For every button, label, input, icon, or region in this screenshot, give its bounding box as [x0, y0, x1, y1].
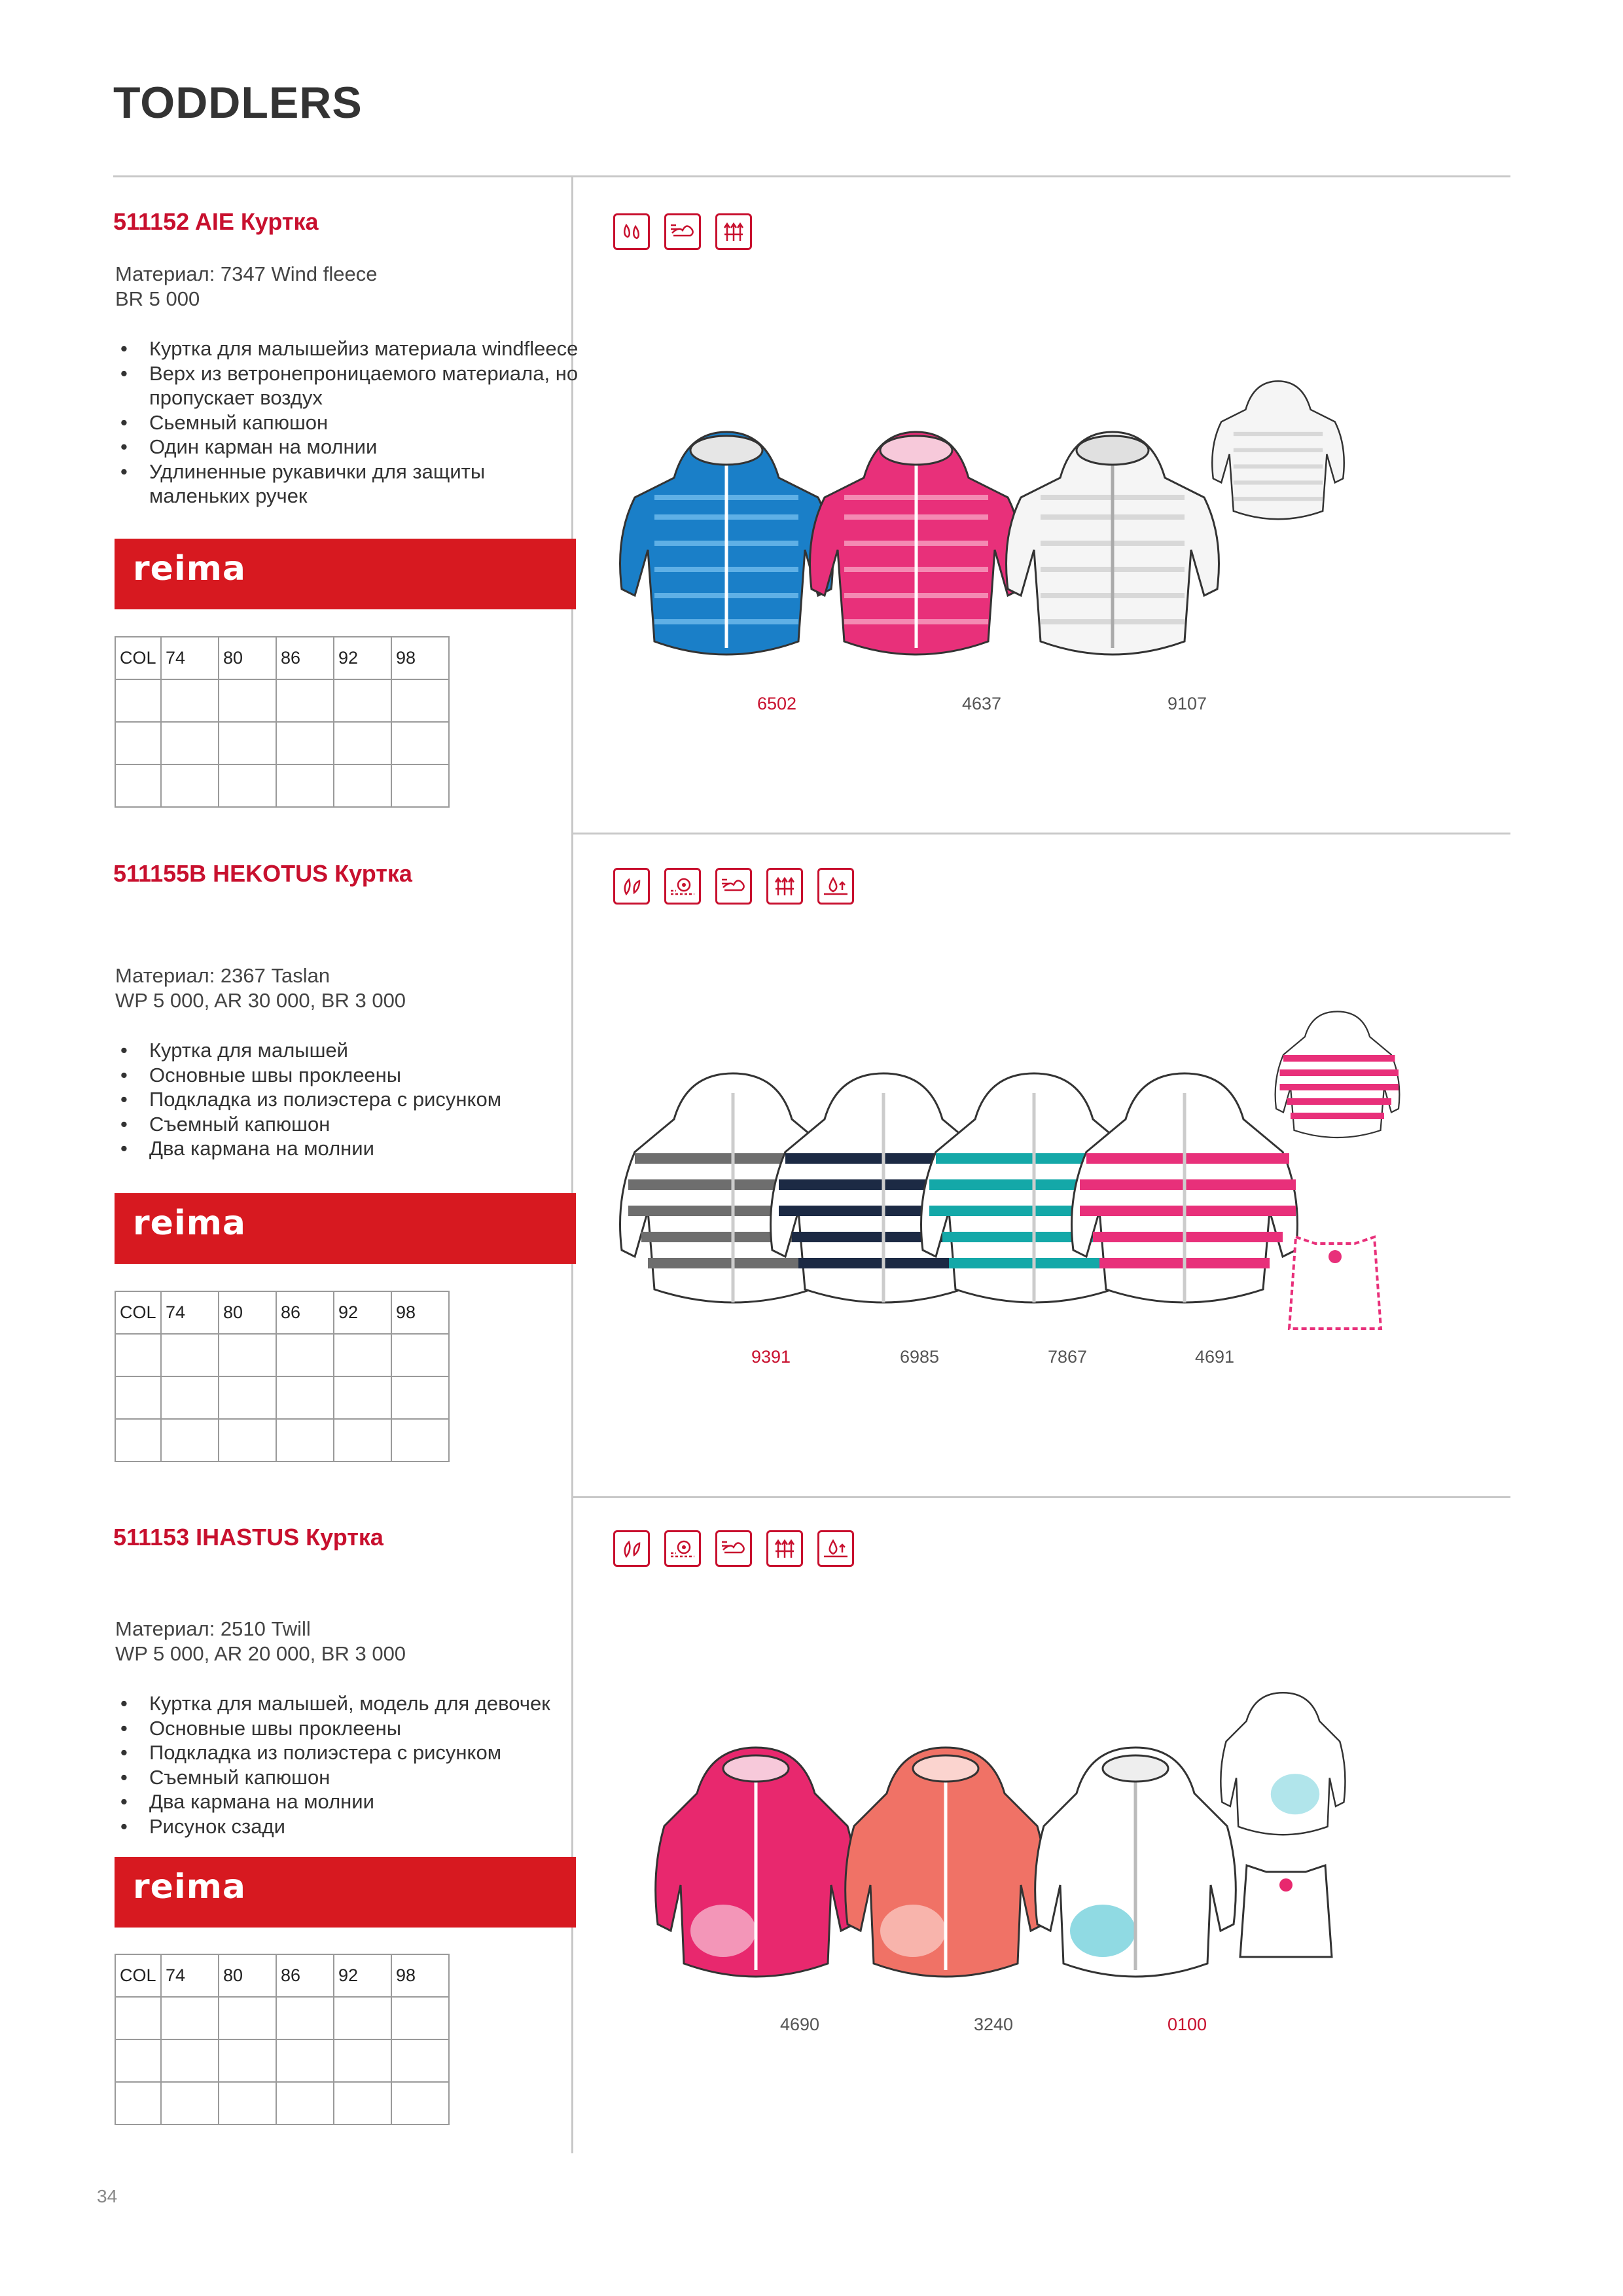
- table-row: [115, 679, 449, 722]
- jacket-6502: [620, 432, 833, 655]
- jacket-back-view: [1221, 1693, 1345, 1835]
- jacket-back-view: [1212, 381, 1344, 519]
- table-cell[interactable]: [391, 1419, 449, 1462]
- jacket-4690: [656, 1748, 857, 1977]
- table-header-cell: 74: [161, 1291, 219, 1334]
- table-cell[interactable]: [219, 1997, 276, 2039]
- list-item: • Основные швы проклеены: [115, 1716, 586, 1741]
- material-line: Материал: 7347 Wind fleece: [115, 262, 378, 285]
- table-cell[interactable]: [115, 1419, 161, 1462]
- jacket-illustrations: [645, 1689, 1351, 1977]
- table-cell[interactable]: [115, 2082, 161, 2125]
- material-line: Материал: 2367 Taslan: [115, 964, 330, 987]
- table-cell[interactable]: [161, 1376, 219, 1419]
- table-cell[interactable]: [115, 2039, 161, 2082]
- table-cell[interactable]: [391, 722, 449, 764]
- material-line: Материал: 2510 Twill: [115, 1617, 311, 1640]
- leaves-icon: [613, 1530, 650, 1567]
- table-cell[interactable]: [276, 2039, 334, 2082]
- table-cell[interactable]: [161, 1419, 219, 1462]
- table-cell[interactable]: [276, 679, 334, 722]
- table-header-row: [115, 1291, 449, 1334]
- table-cell[interactable]: [334, 1376, 391, 1419]
- table-cell[interactable]: [115, 1997, 161, 2039]
- brand-logo: reima: [133, 1867, 247, 1907]
- table-header-cell: 98: [391, 1291, 449, 1334]
- table-cell[interactable]: [161, 2082, 219, 2125]
- table-cell[interactable]: [334, 1419, 391, 1462]
- color-code: 6502: [757, 694, 797, 713]
- divider: [573, 833, 1510, 834]
- feature-icons: [613, 213, 752, 250]
- breathable-icon: [766, 1530, 803, 1567]
- wind-icon: [715, 868, 752, 905]
- table-cell[interactable]: [391, 764, 449, 807]
- table-header-cell: 98: [391, 637, 449, 679]
- breathable-icon: [715, 213, 752, 250]
- table-header-cell: 80: [219, 637, 276, 679]
- table-cell[interactable]: [334, 2082, 391, 2125]
- table-row: [115, 2039, 449, 2082]
- jacket-9107: [1007, 432, 1219, 655]
- brand-banner: [115, 1193, 576, 1264]
- table-cell[interactable]: [161, 2039, 219, 2082]
- color-code: 3240: [974, 2015, 1014, 2034]
- membrane-line: WP 5 000, AR 30 000, BR 3 000: [115, 989, 406, 1012]
- table-cell[interactable]: [334, 722, 391, 764]
- jacket-illustrations: [628, 419, 1309, 668]
- jacket-0100: [1035, 1748, 1236, 1977]
- table-header-cell: 86: [276, 1291, 334, 1334]
- waterproof-icon: [817, 868, 854, 905]
- size-table: [115, 636, 450, 808]
- feature-list: [115, 1038, 586, 1161]
- leaves-icon: [613, 868, 650, 905]
- feature-icons: [613, 1530, 854, 1567]
- table-cell[interactable]: [161, 1334, 219, 1376]
- table-row: [115, 1376, 449, 1419]
- table-cell[interactable]: [219, 2039, 276, 2082]
- table-header-row: [115, 1954, 449, 1997]
- table-cell[interactable]: [161, 679, 219, 722]
- table-row: [115, 764, 449, 807]
- table-cell[interactable]: [219, 1419, 276, 1462]
- jacket-back-view: [1275, 1012, 1400, 1138]
- table-cell[interactable]: [391, 1334, 449, 1376]
- jacket-illustrations: [622, 1067, 1329, 1348]
- table-header-cell: 98: [391, 1954, 449, 1997]
- table-row: [115, 1997, 449, 2039]
- table-cell[interactable]: [276, 722, 334, 764]
- waterproof-icon: [817, 1530, 854, 1567]
- list-item: • Удлиненные рукавички для защиты маленьких ручек: [115, 459, 586, 509]
- breathable-icon: [766, 868, 803, 905]
- divider: [573, 1496, 1510, 1498]
- jacket-lining-view: [1289, 1237, 1381, 1329]
- color-code: 4690: [780, 2015, 820, 2034]
- table-cell[interactable]: [334, 1997, 391, 2039]
- sealed-seams-icon: [664, 868, 701, 905]
- table-cell[interactable]: [219, 1334, 276, 1376]
- water-drops-icon: [613, 213, 650, 250]
- size-table: [115, 1291, 450, 1462]
- table-cell[interactable]: [115, 1376, 161, 1419]
- table-cell[interactable]: [276, 1997, 334, 2039]
- table-cell[interactable]: [115, 1334, 161, 1376]
- color-code: 7867: [1048, 1347, 1088, 1367]
- table-cell[interactable]: [161, 1997, 219, 2039]
- table-row: [115, 722, 449, 764]
- list-item: • Верх из ветронепроницаемого материала, но пропускает воздух: [115, 361, 586, 410]
- jacket-4691: [1072, 1073, 1298, 1302]
- list-item: • Подкладка из полиэстера с рисунком: [115, 1087, 586, 1112]
- table-cell[interactable]: [115, 722, 161, 764]
- feature-list: [115, 336, 586, 509]
- table-cell[interactable]: [391, 1376, 449, 1419]
- page-title: TODDLERS: [113, 78, 363, 128]
- jacket-4637: [810, 432, 1023, 655]
- table-header-cell: 92: [334, 1954, 391, 1997]
- list-item: • Основные швы проклеены: [115, 1063, 586, 1088]
- table-row: [115, 2082, 449, 2125]
- table-cell[interactable]: [276, 764, 334, 807]
- table-row: [115, 1419, 449, 1462]
- table-cell[interactable]: [334, 679, 391, 722]
- brand-logo: reima: [133, 549, 247, 588]
- table-cell[interactable]: [219, 1376, 276, 1419]
- table-header-cell: 92: [334, 637, 391, 679]
- membrane-line: WP 5 000, AR 20 000, BR 3 000: [115, 1642, 406, 1665]
- color-code: 9107: [1168, 694, 1207, 713]
- feature-icons: [613, 868, 854, 905]
- table-header-cell: 74: [161, 1954, 219, 1997]
- table-cell[interactable]: [334, 2039, 391, 2082]
- table-header-cell: COL: [115, 1291, 161, 1334]
- table-header-cell: 80: [219, 1291, 276, 1334]
- table-row: [115, 1334, 449, 1376]
- list-item: • Куртка для малышей, модель для девочек: [115, 1691, 586, 1716]
- feature-list: [115, 1691, 586, 1839]
- list-item: • Два кармана на молнии: [115, 1789, 586, 1814]
- brand-banner: [115, 539, 576, 609]
- table-cell[interactable]: [391, 679, 449, 722]
- product-title: 511152 AIE Куртка: [113, 208, 319, 235]
- color-code: 4637: [962, 694, 1002, 713]
- color-code: 4691: [1195, 1347, 1235, 1367]
- list-item: • Сьемный капюшон: [115, 410, 586, 435]
- table-cell[interactable]: [276, 1334, 334, 1376]
- membrane-line: BR 5 000: [115, 287, 200, 310]
- table-cell[interactable]: [334, 764, 391, 807]
- wind-icon: [715, 1530, 752, 1567]
- jacket-3240: [846, 1748, 1046, 1977]
- list-item: • Куртка для малышейиз материала windfleece: [115, 336, 586, 361]
- table-header-cell: COL: [115, 637, 161, 679]
- table-cell[interactable]: [391, 2082, 449, 2125]
- list-item: • Рисунок сзади: [115, 1814, 586, 1839]
- table-cell[interactable]: [115, 764, 161, 807]
- list-item: • Съемный капюшон: [115, 1112, 586, 1137]
- table-cell[interactable]: [161, 722, 219, 764]
- divider: [113, 175, 1510, 177]
- sealed-seams-icon: [664, 1530, 701, 1567]
- product-title: 511155B HEKOTUS Куртка: [113, 860, 412, 887]
- color-code: 6985: [900, 1347, 940, 1367]
- table-cell[interactable]: [276, 1419, 334, 1462]
- table-cell[interactable]: [219, 764, 276, 807]
- jacket-lining-view: [1240, 1865, 1332, 1957]
- table-header-cell: 86: [276, 637, 334, 679]
- list-item: • Съемный капюшон: [115, 1765, 586, 1790]
- table-cell[interactable]: [219, 2082, 276, 2125]
- size-table: [115, 1954, 450, 2125]
- table-header-cell: 92: [334, 1291, 391, 1334]
- table-header-cell: 74: [161, 637, 219, 679]
- list-item: • Один карман на молнии: [115, 435, 586, 459]
- brand-logo: reima: [133, 1204, 247, 1243]
- wind-icon: [664, 213, 701, 250]
- table-cell[interactable]: [334, 1334, 391, 1376]
- page-number: 34: [97, 2186, 118, 2206]
- table-header-cell: 86: [276, 1954, 334, 1997]
- table-header-cell: 80: [219, 1954, 276, 1997]
- table-cell[interactable]: [276, 1376, 334, 1419]
- table-cell[interactable]: [115, 679, 161, 722]
- list-item: • Два кармана на молнии: [115, 1136, 586, 1161]
- table-cell[interactable]: [391, 2039, 449, 2082]
- brand-banner: [115, 1857, 576, 1928]
- table-cell[interactable]: [391, 1997, 449, 2039]
- color-code: 9391: [751, 1347, 791, 1367]
- list-item: • Куртка для малышей: [115, 1038, 586, 1063]
- table-cell[interactable]: [161, 764, 219, 807]
- table-header-cell: COL: [115, 1954, 161, 1997]
- table-cell[interactable]: [276, 2082, 334, 2125]
- product-title: 511153 IHASTUS Куртка: [113, 1524, 383, 1551]
- table-cell[interactable]: [219, 722, 276, 764]
- color-code: 0100: [1168, 2015, 1207, 2034]
- table-cell[interactable]: [219, 679, 276, 722]
- table-header-row: [115, 637, 449, 679]
- list-item: • Подкладка из полиэстера с рисунком: [115, 1740, 586, 1765]
